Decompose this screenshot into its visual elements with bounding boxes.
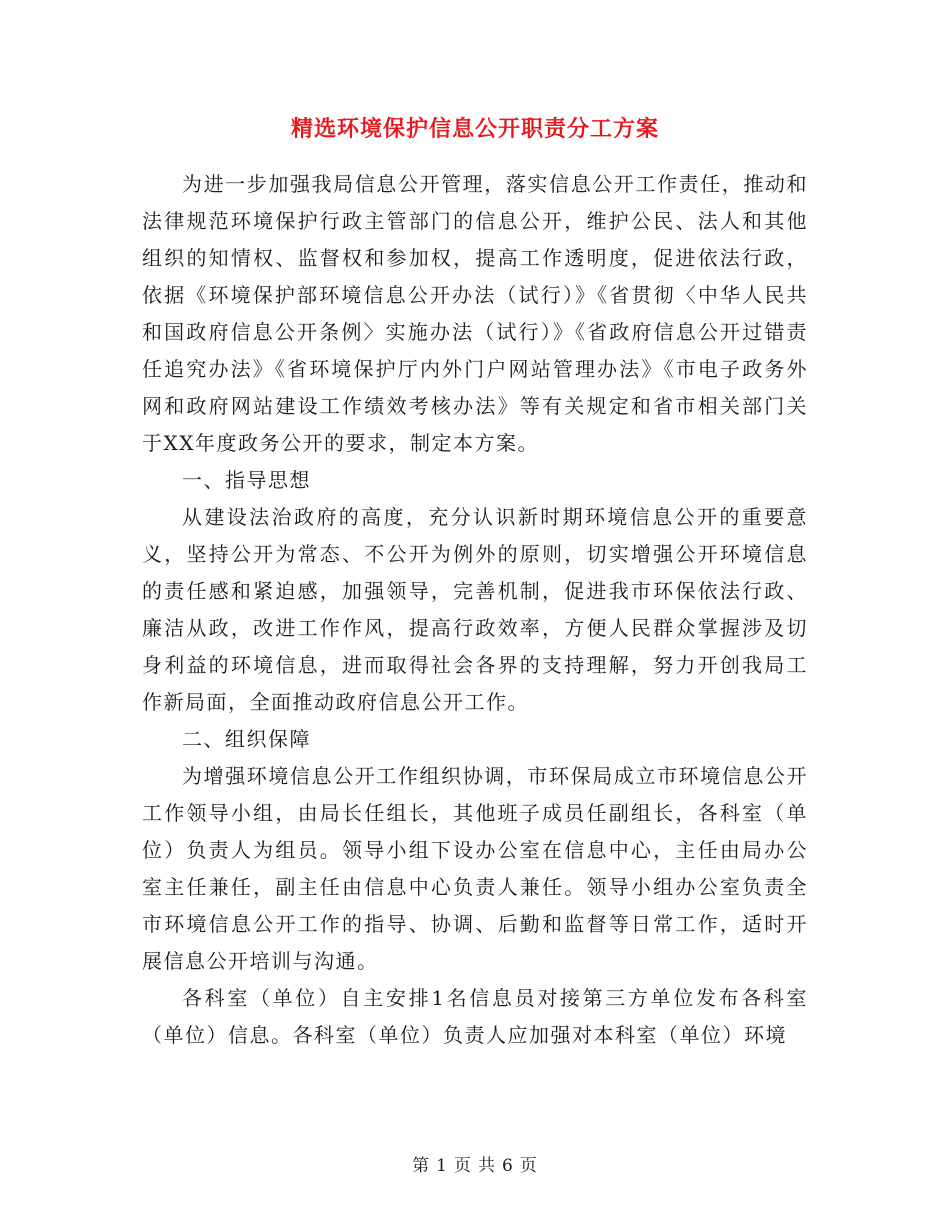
footer-total-pages: 6 bbox=[502, 1156, 514, 1176]
organization-paragraph: 为增强环境信息公开工作组织协调，市环保局成立市环境信息公开工作领导小组，由局长任组长，其他班子成员任副组长，各科室（单位）负责人为组员。领导小组下设办公室在信息中心，主任由局办公室主任兼任，副主任由信息中心负责人兼任。领导小组办公室负责全市环境信息公开工作的指导、协调、后勤和监督等日常工作，适时开展信息公开培训与沟通。 bbox=[142, 764, 808, 973]
footer-prefix: 第 bbox=[412, 1156, 431, 1176]
footer-total-unit: 页 bbox=[519, 1156, 538, 1176]
intro-paragraph: 为进一步加强我局信息公开管理，落实信息公开工作责任，推动和法律规范环境保护行政主管部门的信息公开，维护公民、法人和其他组织的知情权、监督权和参加权，提高工作透明度，促进依法行政，依据《环境保护部环境信息公开办法（试行）》《省贯彻〈中华人民共和国政府信息公开条例〉实施办法（试行）》《省政府信息公开过错责任追究办法》《省环境保护厅内外门户网站管理办法》《市电子政务外网和政府网站建设工作绩效考核办法》等有关规定和省市相关部门关于XX年度政务公开的要求，制定本方案。 bbox=[142, 172, 808, 455]
guiding-ideology-paragraph: 从建设法治政府的高度，充分认识新时期环境信息公开的重要意义，坚持公开为常态、不公开为例外的原则，切实增强公开环境信息的责任感和紧迫感，加强领导，完善机制，促进我市环保依法行政、廉洁从政，改进工作作风，提高行政效率，方便人民群众掌握涉及切身利益的环境信息，进而取得社会各界的支持理解，努力开创我局工作新局面，全面推动政府信息公开工作。 bbox=[142, 505, 808, 714]
document-body bbox=[142, 166, 808, 1054]
section-heading-organization: 二、组织保障 bbox=[182, 727, 311, 751]
page-footer bbox=[0, 1154, 950, 1178]
document-title: 精选环境保护信息公开职责分工方案 bbox=[290, 116, 659, 142]
footer-page-unit: 页 bbox=[454, 1156, 472, 1176]
footer-current-page: 1 bbox=[436, 1156, 448, 1176]
departments-paragraph: 各科室（单位）自主安排1名信息员对接第三方单位发布各科室（单位）信息。各科室（单位）负责人应加强对本科室（单位）环境 bbox=[142, 986, 808, 1047]
footer-total-prefix: 共 bbox=[478, 1156, 496, 1176]
section-heading-guiding-ideology: 一、指导思想 bbox=[182, 468, 311, 492]
